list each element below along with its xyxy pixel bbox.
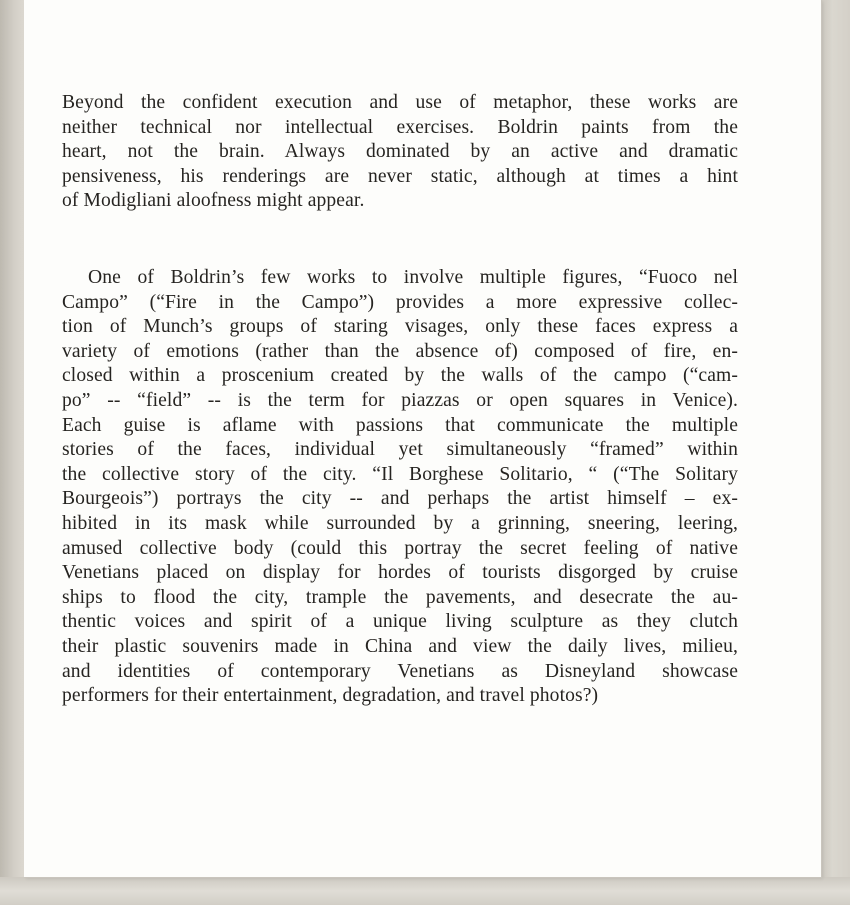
paragraph-line: ships to flood the city, trample the pavements, and desecrate the au- (62, 586, 738, 608)
paragraph-line: po” -- “field” -- is the term for piazzas or open squares in Venice). (62, 389, 738, 411)
paragraph-line: and identities of contemporary Venetians as Disneyland showcase (62, 660, 738, 682)
paragraph-line: thentic voices and spirit of a unique living sculpture as they clutch (62, 611, 738, 633)
paragraph-line: their plastic souvenirs made in China and view the daily lives, milieu, (62, 635, 738, 657)
paragraph-line: Venetians placed on display for hordes of tourists disgorged by cruise (62, 562, 738, 584)
paragraph-line: tion of Munch’s groups of staring visages, only these faces express a (62, 316, 738, 338)
paragraph-line: Bourgeois”) portrays the city -- and perhaps the artist himself – ex- (62, 488, 738, 510)
paragraph-line: hibited in its mask while surrounded by a grinning, sneering, leering, (62, 512, 738, 534)
paragraph-line: variety of emotions (rather than the absence of) composed of fire, en- (62, 340, 738, 362)
paragraph-line: One of Boldrin’s few works to involve multiple figures, “Fuoco nel (88, 267, 738, 288)
page-bottom-edge (0, 877, 850, 905)
paragraph-line: the collective story of the city. “Il Borghese Solitario, “ (“The Solitary (62, 463, 738, 485)
paragraph-line: Each guise is aflame with passions that communicate the multiple (62, 414, 738, 436)
binding-edge (0, 0, 24, 905)
paragraph-line: amused collective body (could this portray the secret feeling of native (62, 537, 738, 559)
paragraph-line: pensiveness, his renderings are never static, although at times a hint (62, 165, 738, 187)
paragraph-line: Campo” (“Fire in the Campo”) provides a more expressive collec- (62, 291, 738, 313)
paragraph-line: neither technical nor intellectual exercises. Boldrin paints from the (62, 116, 738, 138)
paragraph-2 (62, 266, 738, 709)
paragraph-line: Beyond the confident execution and use of metaphor, these works are (62, 92, 738, 113)
paragraph-line: performers for their entertainment, degradation, and travel photos?) (62, 685, 599, 707)
paragraph-line: closed within a proscenium created by the walls of the campo (“cam- (62, 365, 738, 387)
paragraph-line: of Modigliani aloofness might appear. (62, 190, 365, 212)
page-right-edge (821, 0, 850, 905)
paragraph-line: heart, not the brain. Always dominated by an active and dramatic (62, 141, 738, 163)
paragraph-line: stories of the faces, individual yet simultaneously “framed” within (62, 439, 738, 461)
paragraph-1 (62, 91, 738, 214)
